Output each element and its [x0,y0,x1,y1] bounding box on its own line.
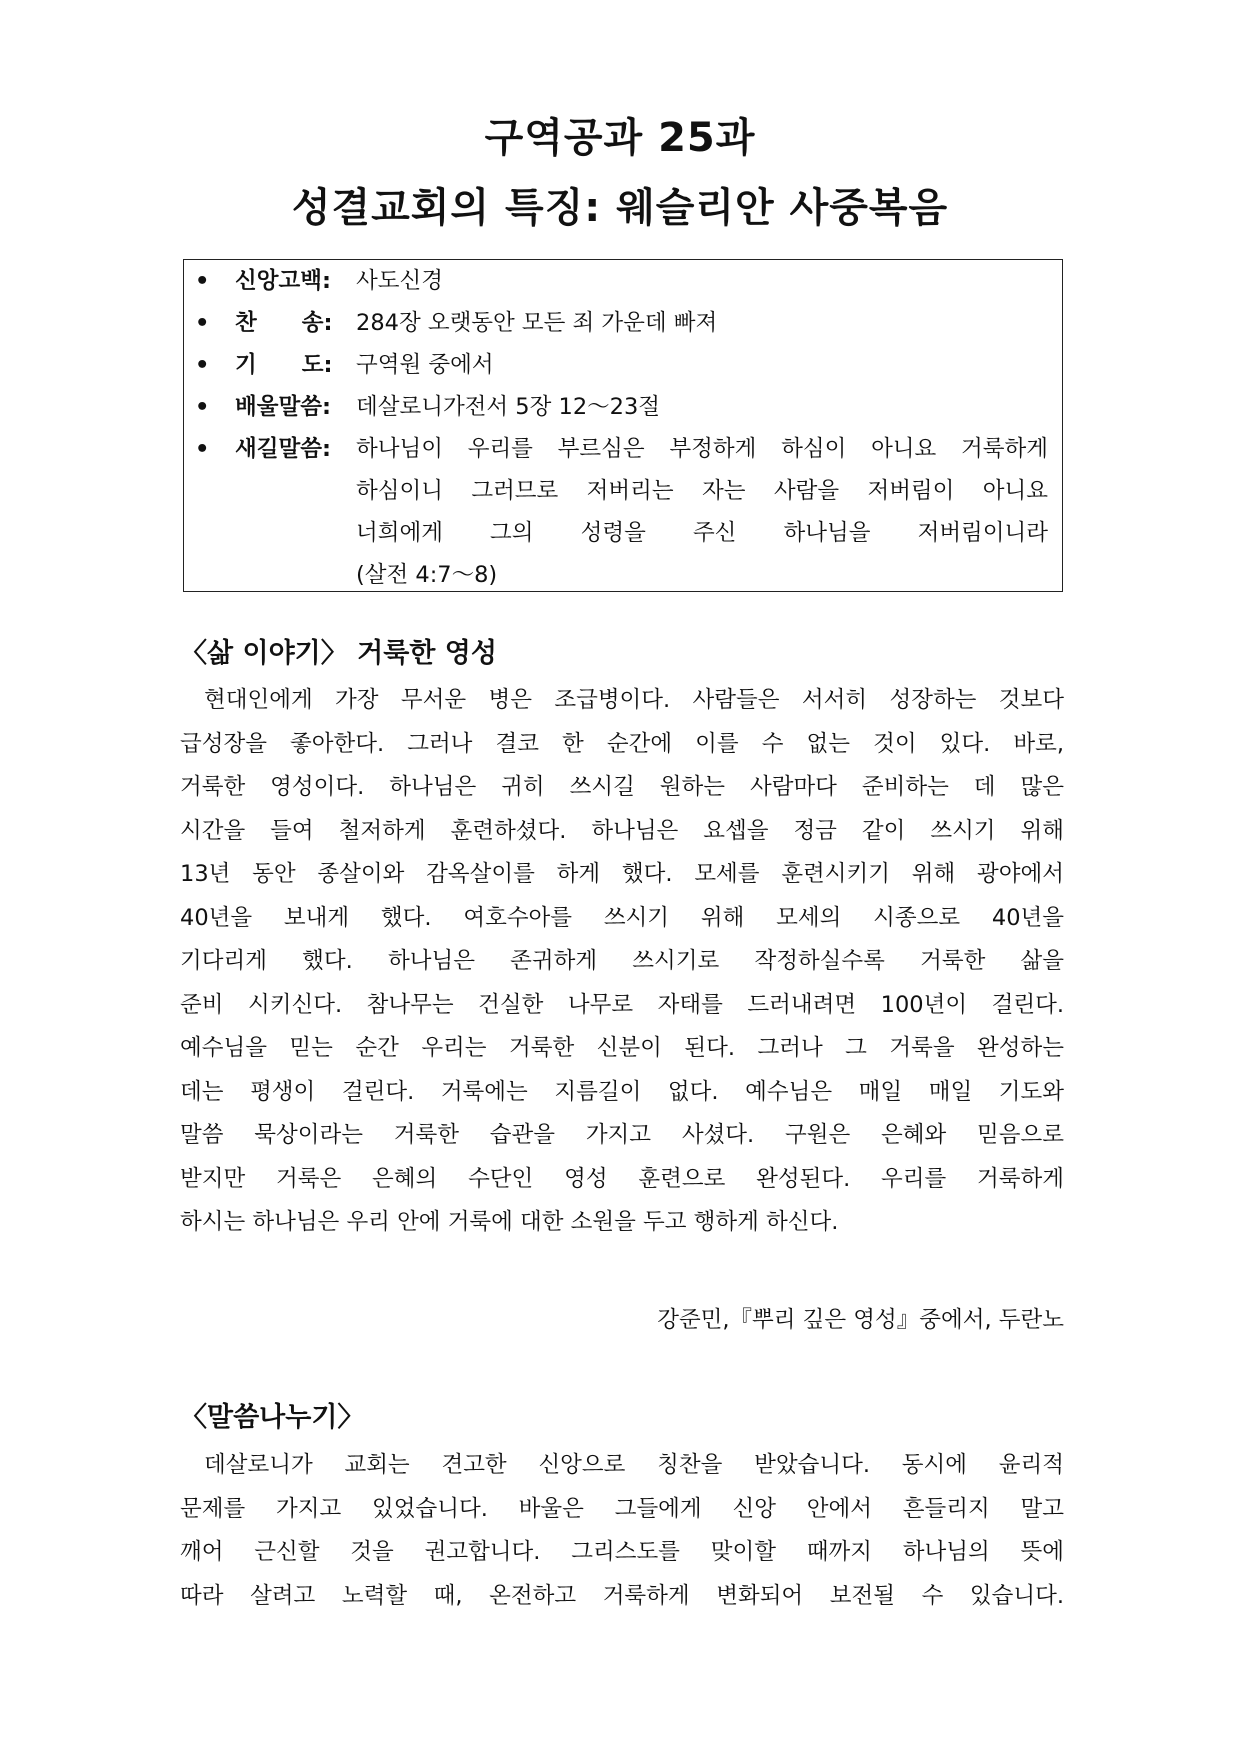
word-sharing-heading: 〈말씀나누기〉 [180,1402,365,1433]
paragraph-line: 데살로니가 교회는 견고한 신앙으로 칭찬을 받았습니다. 동시에 윤리적 [204,1452,1064,1478]
bullet-icon: • [195,268,210,294]
paragraph-line: 데는 평생이 걸린다. 거룩에는 지름길이 없다. 예수님은 매일 매일 기도와 [180,1078,1064,1105]
paragraph-line: 따라 살려고 노력할 때, 온전하고 거룩하게 변화되어 보전될 수 있습니다. [180,1582,1064,1609]
paragraph-line: 깨어 근신할 것을 권고합니다. 그리스도를 맞이할 때까지 하나님의 뜻에 [180,1539,1064,1565]
paragraph-line: 현대인에게 가장 무서운 병은 조급병이다. 사람들은 서서히 성장하는 것보다 [204,687,1064,713]
paragraph-line: 예수님을 믿는 순간 우리는 거룩한 신분이 된다. 그러나 그 거룩을 완성하는 [180,1035,1064,1061]
paragraph-line: 13년 동안 종살이와 감옥살이를 하게 했다. 모세를 훈련시키기 위해 광야에서 [180,861,1064,887]
bullet-icon: • [195,436,210,462]
verse-line: 하나님이 우리를 부르심은 부정하게 하심이 아니요 거룩하게 [356,436,1048,462]
info-value: 데살로니가전서 5장 12～23절 [356,394,660,420]
paragraph-line: 문제를 가지고 있었습니다. 바울은 그들에게 신앙 안에서 흔들리지 말고 [180,1495,1064,1522]
paragraph-line: 하시는 하나님은 우리 안에 거룩에 대한 소원을 두고 행하게 하신다. [180,1209,839,1235]
word-sharing-paragraph [180,1444,1064,1618]
paragraph-line: 급성장을 좋아한다. 그러나 결코 한 순간에 이를 수 없는 것이 있다. 바로, [180,730,1064,757]
life-story-paragraph [180,679,1064,1245]
info-label: 찬 송: [235,310,333,336]
verse-line: 너희에게 그의 성령을 주신 하나님을 저버림이니라 [356,520,1048,546]
paragraph-line: 시간을 들여 철저하게 훈련하셨다. 하나님은 요셉을 정금 같이 쓰시기 위해 [180,817,1064,844]
info-label: 기 도: [235,352,333,378]
info-value: 구역원 중에서 [356,352,494,378]
bullet-icon: • [195,394,210,420]
paragraph-line: 40년을 보내게 했다. 여호수아를 쓰시기 위해 모세의 시종으로 40년을 [180,904,1064,931]
info-row-confession [184,260,1064,302]
paragraph-line: 거룩한 영성이다. 하나님은 귀히 쓰시길 원하는 사람마다 준비하는 데 많은 [180,774,1064,800]
bullet-icon: • [195,352,210,378]
lesson-subtitle: 성결교회의 특징: 웨슬리안 사중복음 [291,185,949,231]
bullet-icon: • [195,310,210,336]
paragraph-line: 준비 시키신다. 참나무는 건실한 나무로 자태를 드러내려면 100년이 걸린다. [180,991,1064,1018]
info-label: 신앙고백: [235,268,331,294]
info-row-memory-verse [184,428,1064,592]
info-row-prayer [184,344,1064,386]
life-story-heading: 〈삶 이야기〉 거룩한 영성 [180,638,497,669]
paragraph-line: 받지만 거룩은 은혜의 수단인 영성 훈련으로 완성된다. 우리를 거룩하게 [180,1165,1064,1192]
worship-info-box [183,259,1063,592]
info-label: 배울말씀: [235,394,331,420]
memory-verse-text [356,428,1048,596]
info-label: 새길말씀: [235,436,331,462]
info-value: 284장 오랫동안 모든 죄 가운데 빠져 [356,310,718,336]
verse-reference: (살전 4:7～8) [356,562,498,588]
lesson-title: 구역공과 25과 [484,115,756,161]
info-row-hymn [184,302,1064,344]
info-row-scripture [184,386,1064,428]
source-citation: 강준민,『뿌리 깊은 영성』중에서, 두란노 [657,1307,1064,1333]
paragraph-line: 말씀 묵상이라는 거룩한 습관을 가지고 사셨다. 구원은 은혜와 믿음으로 [180,1122,1064,1148]
verse-line: 하심이니 그러므로 저버리는 자는 사람을 저버림이 아니요 [356,478,1048,504]
paragraph-line: 기다리게 했다. 하나님은 존귀하게 쓰시기로 작정하실수록 거룩한 삶을 [180,948,1064,974]
info-value: 사도신경 [356,268,443,294]
